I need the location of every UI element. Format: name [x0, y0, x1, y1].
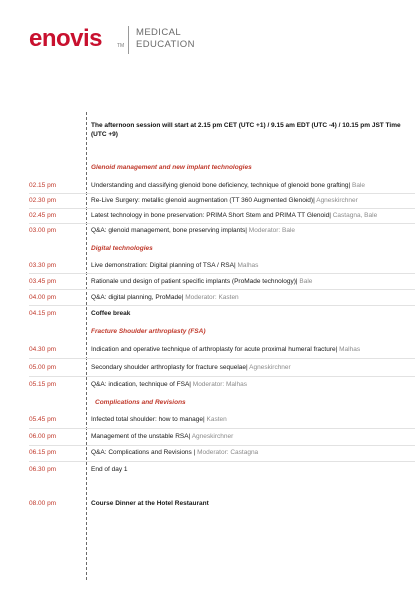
schedule-row: [0, 344, 420, 356]
row-speaker: Bale: [352, 182, 366, 189]
row-time: 04.30 pm: [29, 346, 57, 353]
section-heading-digital: Digital technologies: [91, 245, 153, 252]
schedule-row: [0, 464, 420, 476]
logo-subtitle: [136, 27, 246, 51]
schedule-row: [0, 414, 420, 426]
row-speaker: Malhas: [339, 346, 361, 353]
row-title: Understanding and classifying glenoid bone deficiency, technique of glenoid bone grafting| Bale: [91, 182, 366, 189]
row-speaker: Agneskirchner: [316, 197, 358, 204]
logo-subtitle-line2: EDUCATION: [136, 39, 195, 50]
schedule-row: [0, 276, 420, 288]
row-rule: [29, 376, 415, 377]
row-time: 04.15 pm: [29, 310, 57, 317]
row-rule: [29, 305, 415, 306]
logo-subtitle-line1: MEDICAL: [136, 27, 182, 38]
row-speaker: Agneskirchner: [191, 433, 234, 440]
row-rule: [29, 358, 415, 359]
row-rule: [29, 461, 415, 462]
row-time: 05.00 pm: [29, 364, 57, 371]
row-rule: [29, 428, 415, 429]
schedule-row: [0, 225, 420, 237]
row-time: 02.15 pm: [29, 182, 57, 189]
row-rule: [29, 193, 415, 194]
row-speaker: Kasten: [206, 416, 227, 423]
row-rule: [29, 445, 415, 446]
row-title: Coffee break: [91, 310, 131, 317]
row-speaker: Malhas: [237, 262, 259, 269]
schedule-row: [0, 180, 420, 192]
section-heading-glenoid: Glenoid management and new implant technologies: [91, 164, 252, 171]
row-title: Secondary shoulder arthroplasty for fracture sequelae| Agneskirchner: [91, 364, 291, 371]
section-heading-fracture: Fracture Shoulder arthroplasty (FSA): [91, 328, 206, 335]
row-time: 06.00 pm: [29, 433, 57, 440]
session-intro: The afternoon session will start at 2.15 pm CET (UTC +1) / 9.15 am EDT (UTC -4) / 10.15 pm JST Time (UTC +9): [91, 122, 401, 138]
schedule-row: [0, 308, 420, 320]
row-title: Infected total shoulder: how to manage| Kasten: [91, 416, 227, 423]
row-time: 02.45 pm: [29, 212, 57, 219]
logo-wordmark: enovis: [29, 25, 103, 52]
row-time: 05.45 pm: [29, 416, 57, 423]
schedule-row: [0, 260, 420, 272]
row-rule: [29, 208, 415, 209]
row-time: 08.00 pm: [29, 500, 57, 507]
schedule-row: [0, 379, 420, 391]
row-speaker: Moderator: Bale: [248, 227, 296, 234]
row-time: 06.30 pm: [29, 466, 57, 473]
schedule-row: [0, 447, 420, 459]
row-title: Live demonstration: Digital planning of TSA / RSA| Malhas: [91, 262, 259, 269]
row-title: Latest technology in bone preservation: PRIMA Short Stem and PRIMA TT Glenoid| Castagna, Bale: [91, 212, 378, 219]
row-title: Course Dinner at the Hotel Restaurant: [91, 500, 209, 507]
row-title: Q&A: indication, technique of FSA| Moderator: Malhas: [91, 381, 247, 388]
row-speaker: Moderator: Malhas: [192, 381, 247, 388]
row-title: Re-Live Surgery: metallic glenoid augmentation (TT 360 Augmented Glenoid)| Agneskirchner: [91, 197, 358, 204]
row-speaker: Bale: [299, 278, 313, 285]
row-title: Q&A: digital planning, ProMade| Moderator: Kasten: [91, 294, 239, 301]
logo-separator: [128, 26, 129, 54]
row-title: Rationale und design of patient specific implants (ProMade technology)| Bale: [91, 278, 313, 285]
row-title: Q&A: glenoid management, bone preserving implants| Moderator: Bale: [91, 227, 296, 234]
schedule-row: [0, 210, 420, 222]
row-speaker: Castagna, Bale: [332, 212, 378, 219]
row-title: Q&A: Complications and Revisions | Moderator: Castagna: [91, 449, 259, 456]
row-speaker: Moderator: Kasten: [185, 294, 239, 301]
schedule-row: [0, 498, 420, 510]
row-rule: [29, 223, 415, 224]
row-time: 05.15 pm: [29, 381, 57, 388]
row-time: 04.00 pm: [29, 294, 57, 301]
section-heading-complications: Complications and Revisions: [95, 399, 186, 406]
schedule-row: [0, 362, 420, 374]
row-time: 03.45 pm: [29, 278, 57, 285]
schedule-row: [0, 292, 420, 304]
row-time: 02.30 pm: [29, 197, 57, 204]
row-speaker: Moderator: Castagna: [197, 449, 259, 456]
row-title: End of day 1: [91, 466, 128, 473]
logo-trademark: TM: [117, 43, 125, 49]
row-time: 03.30 pm: [29, 262, 57, 269]
schedule-row: [0, 195, 420, 207]
row-speaker: Agneskirchner: [249, 364, 291, 371]
row-title: Indication and operative technique of arthroplasty for acute proximal humeral fracture| Malhas: [91, 346, 361, 353]
schedule-row: [0, 431, 420, 443]
row-title: Management of the unstable RSA| Agneskirchner: [91, 433, 234, 440]
row-time: 06.15 pm: [29, 449, 57, 456]
row-rule: [29, 273, 415, 274]
row-rule: [29, 289, 415, 290]
row-time: 03.00 pm: [29, 227, 57, 234]
